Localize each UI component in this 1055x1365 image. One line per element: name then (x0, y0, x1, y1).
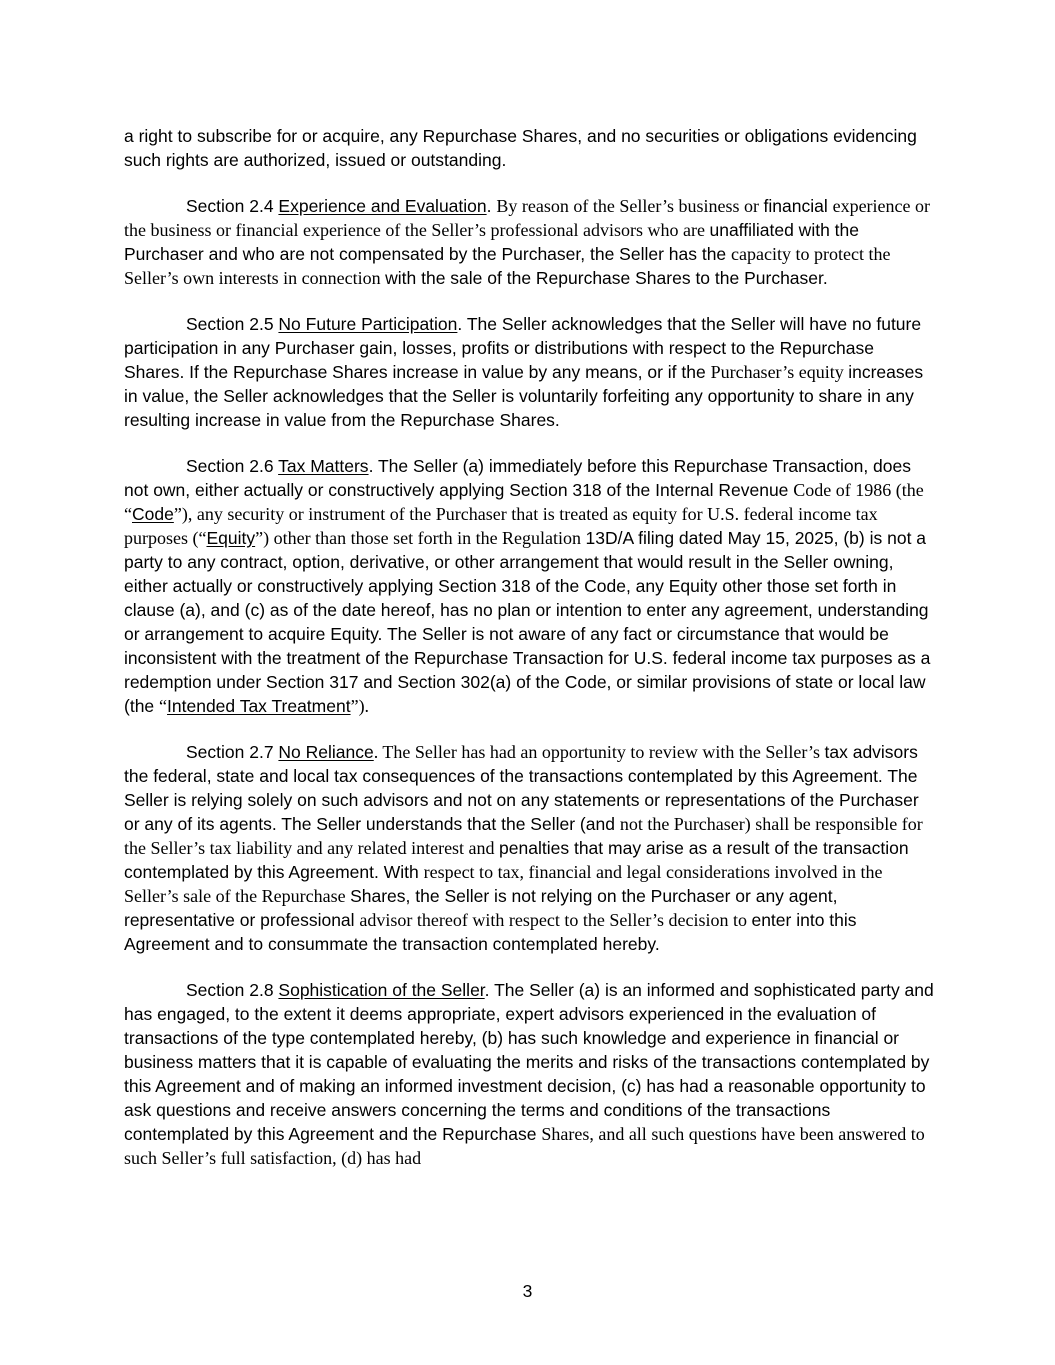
section-2-8-number: Section 2.8 (186, 980, 279, 1000)
section-2-6: Section 2.6 Tax Matters. The Seller (a) immediately before this Repurchase Transaction, does not own, either actually or constructively applying Section 318 of the Internal Revenue Code of 1986 (the “Code”), any security or instrument of the Purchaser that is treated as equity for U.S. federal income tax purposes (“Equity”) other than those set forth in the Regulation 13D/A filing dated May 15, 2025, (b) is not a party to any contract, option, derivative, or other arrangement that would result in the Seller owning, either actually or constructively applying Section 318 of the Code, any Equity other those set forth in clause (a), and (c) as of the date hereof, has no plan or intention to enter any agreement, understanding or arrangement to acquire Equity. The Seller is not aware of any fact or circumstance that would be inconsistent with the treatment of the Repurchase Transaction for U.S. federal income tax purposes as a redemption under Section 317 and Section 302(a) of the Code, or similar provisions of state or local law (the “Intended Tax Treatment”). (124, 456, 931, 716)
section-2-4-heading: Experience and Evaluation (278, 196, 487, 216)
intro-paragraph (124, 124, 936, 172)
section-2-7: Section 2.7 No Reliance. The Seller has had an opportunity to review with the Seller’s tax advisors the federal, state and local tax consequences of the transactions contemplated by this Agreement. The Seller is relying solely on such advisors and not on any statements or representations of the Purchaser or any of its agents. The Seller understands that the Seller (and not the Purchaser) shall be responsible for the Seller’s tax liability and any related interest and penalties that may arise as a result of the transaction contemplated by this Agreement. With respect to tax, financial and legal considerations involved in the Seller’s sale of the Repurchase Shares, the Seller is not relying on the Purchaser or any agent, representative or professional advisor thereof with respect to the Seller’s decision to enter into this Agreement and to consummate the transaction contemplated hereby. (124, 742, 923, 954)
section-2-5-number: Section 2.5 (186, 314, 279, 334)
defined-term-intended-tax-treatment: Intended Tax Treatment (167, 696, 351, 716)
page-number: 3 (522, 1281, 533, 1301)
document-body (124, 124, 936, 1192)
section-2-8-heading: Sophistication of the Seller (278, 980, 485, 1000)
intro-text: a right to subscribe for or acquire, any Repurchase Shares, and no securities or obligations evidencing such rights are authorized, issued or outstanding. (124, 126, 917, 170)
defined-term-code: Code (132, 504, 174, 524)
section-2-5-heading: No Future Participation (278, 314, 458, 334)
section-2-6-number: Section 2.6 (186, 456, 279, 476)
section-2-5: Section 2.5 No Future Participation. The Seller acknowledges that the Seller will have no future participation in any Purchaser gain, losses, profits or distributions with respect to the Repurchase Shares. If the Repurchase Shares increase in value by any means, or if the Purchaser’s equity increases in value, the Seller acknowledges that the Seller is voluntarily forfeiting any opportunity to share in any resulting increase in value from the Repurchase Shares. (124, 314, 924, 430)
section-2-8: Section 2.8 Sophistication of the Seller. The Seller (a) is an informed and sophisticated party and has engaged, to the extent it deems appropriate, expert advisors experienced in the evaluation of transactions of the type contemplated hereby, (b) has such knowledge and experience in financial or business matters that it is capable of evaluating the merits and risks of the transactions contemplated by this Agreement and of making an informed investment decision, (c) has had a reasonable opportunity to ask questions and receive answers concerning the terms and conditions of the transactions contemplated by this Agreement and the Repurchase Shares, and all such questions have been answered to such Seller’s full satisfaction, (d) has had (124, 980, 934, 1168)
defined-term-equity: Equity (206, 528, 256, 548)
section-2-7-heading: No Reliance (278, 742, 374, 762)
section-2-4: Section 2.4 Experience and Evaluation. By reason of the Seller’s business or financial experience or the business or financial experience of the Seller’s professional advisors who are unaffiliated with the Purchaser and who are not compensated by the Purchaser, the Seller has the capacity to protect the Seller’s own interests in connection with the sale of the Repurchase Shares to the Purchaser. (124, 196, 931, 288)
section-2-7-number: Section 2.7 (186, 742, 279, 762)
section-2-6-heading: Tax Matters (278, 456, 369, 476)
section-2-4-number: Section 2.4 (186, 196, 279, 216)
